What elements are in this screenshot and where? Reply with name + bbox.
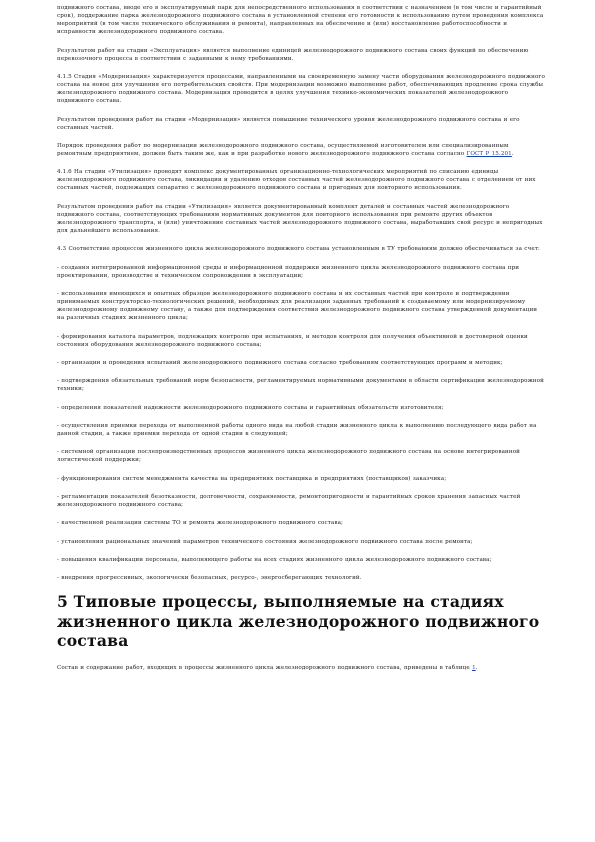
- paragraph-operation-result: Результатом работ на стадии «Эксплуатация» является выполнение единицей железнодорожного подвижного состава своих функций по обеспечению перевозочного процесса в соответствии с заданными к нему требованиями.: [57, 47, 529, 62]
- list-item-quality-management: - функционирования систем менеджмента качества на предприятиях поставщика и предприятиях (поставщиков) заказчика;: [57, 475, 447, 482]
- list-item-progressive-technologies: - внедрения прогрессивных, экологически безопасных, ресурсо-, энергосберегающих технологий.: [57, 575, 362, 582]
- paragraph-table-reference-end: .: [475, 664, 478, 671]
- list-item-prototype-usage: - использования имеющихся и опытных образцов железнодорожного подвижного состава и их составных частей при контроле и подтверждении принимаемых конструкторско-технологических решений, необходимых для реализации заданных требований к создаваемому или модернизируемому железнодорожному подвижному составу, а также для подтверждения соответствия железнодорожного подвижного состава утвержденной документации на различных стадиях жизненного цикла;: [57, 290, 538, 322]
- list-item-logistic-support: - системной организации послепроизводственных процессов жизненного цикла железнодорожного подвижного состава на основе интегрированной логистической поддержки;: [57, 449, 521, 464]
- section-5-heading: 5 Типовые процессы, выполняемые на стадиях жизненного цикла железнодорожного подвижного состава: [57, 592, 540, 651]
- paragraph-utilization-stage: 4.1.6 На стадии «Утилизация» проводят комплекс документированных организационно-технологических мероприятий по списанию единицы железнодорожного подвижного состава, ликвидации и удалению отходов составных частей железнодорожного подвижного состава с отделением от них составных частей, подлежащих сепаратно с железнодорожного подвижного состава и пригодных для повторного использования.: [57, 169, 536, 192]
- paragraph-table-reference-text: Состав и содержание работ, входящих в процессы жизненного цикла железнодорожного подвижного состава, приведены в таблице: [57, 664, 473, 671]
- paragraph-modernization-result: Результатом проведения работ на стадии «Модернизация» является повышение технического уровня железнодорожного подвижного состава и его составных частей.: [57, 116, 520, 131]
- paragraph-modernization-procedure: [57, 142, 545, 158]
- list-item-safety-requirements: - подтверждения обязательных требований норм безопасности, регламентируемых нормативными документами в области сертификации железнодорожной техники;: [57, 378, 544, 393]
- list-item-stage-transition-acceptance: - осуществления приемки перехода от выполненной работы одного вида на любой стадии жизненного цикла к выполнению последующего вида работ на данной стадии, а также приемки перехода от одной стадии к следующей;: [57, 422, 537, 437]
- paragraph-utilization-result: Результатом проведения работ на стадии «Утилизация» является документированный комплект деталей и составных частей железнодорожного подвижного состава, соответствующих требованиям нормативных документов для повторного использования при ремонте других объектов железнодорожного транспорта, и (или) уничтожение составных частей железнодорожного подвижного состава, выработавших свой ресурс и непригодных для дальнейшего использования.: [57, 203, 543, 234]
- list-item-spare-parts-regulation: - регламентации показателей безотказности, долговечности, сохраняемости, ремонтопригодности и гарантийных сроков хранения запасных частей железнодорожного подвижного состава;: [57, 493, 521, 508]
- table-1-link[interactable]: 1: [472, 664, 476, 671]
- list-item-maintenance-system: - качественной реализации системы ТО и ремонта железнодорожного подвижного состава;: [57, 520, 343, 527]
- paragraph-compliance-intro: 4.3 Соответствие процессов жизненного цикла железнодорожного подвижного состава установленным в ТУ требованиям должно обеспечиваться за счет:: [57, 246, 540, 253]
- list-item-staff-qualification: - повышения квалификации персонала, выполняющего работы на всех стадиях жизненного цикла железнодорожного подвижного состава;: [57, 556, 492, 563]
- paragraph-modernization-stage: 4.1.5 Стадия «Модернизация» характеризуется процессами, направленными на своевременную замену части оборудования железнодорожного подвижного состава на новое для улучшения его потребительских свойств. При модернизации возможно выполнение работ, обеспечивающих продление срока службы железнодорожного подвижного состава. Модернизация проводится в целях улучшения технико-экономических показателей железнодорожного подвижного состава.: [57, 73, 545, 105]
- list-item-reliability-indicators: - определения показателей надежности железнодорожного подвижного состава и гарантийных обязательств изготовителя;: [57, 404, 444, 411]
- gost-r-15-201-link[interactable]: ГОСТ Р 15.201: [466, 150, 512, 157]
- paragraph-table-reference: [57, 664, 545, 672]
- list-item-parameter-catalog: - формирования каталога параметров, подлежащих контролю при испытаниях, и методов контроля для получения объективной и достоверной оценки состояния оборудования железнодорожного подвижного состава;: [57, 333, 528, 348]
- paragraph-modernization-procedure-end: .: [511, 150, 514, 157]
- list-item-information-environment: - создания интегрированной информационной среды и информационной поддержки жизненного цикла железнодорожного подвижного состава при проектировании, производстве и техническом сопровождении в эксплуатации;: [57, 264, 520, 279]
- paragraph-operation-stage-continued: подвижного состава, вводе его в эксплуатируемый парк для непосредственного использования в соответствии с назначением (в том числе и гарантийный срок), поддержание парка железнодорожного подвижного состава в установленной степени его готовности к использованию путем проведения комплекса мероприятий (в том числе технического обслуживания и ремонта), направленных на обеспечение и (или) восстановление работоспособности и исправности железнодорожного подвижного состава.: [57, 5, 544, 36]
- paragraph-modernization-procedure-text: Порядок проведения работ по модернизации железнодорожного подвижного состава, осуществляемой изготовителем или специализированным ремонтным предприятием, должен быть таким же, как и при разработке нового железнодорожного подвижного состава согласно: [57, 142, 509, 157]
- list-item-post-repair-parameters: - установления рациональных значений параметров технического состояния железнодорожного подвижного состава после ремонта;: [57, 538, 473, 545]
- list-item-testing-organization: - организации и проведения испытаний железнодорожного подвижного состава согласно требованиям соответствующих программ и методик;: [57, 359, 503, 366]
